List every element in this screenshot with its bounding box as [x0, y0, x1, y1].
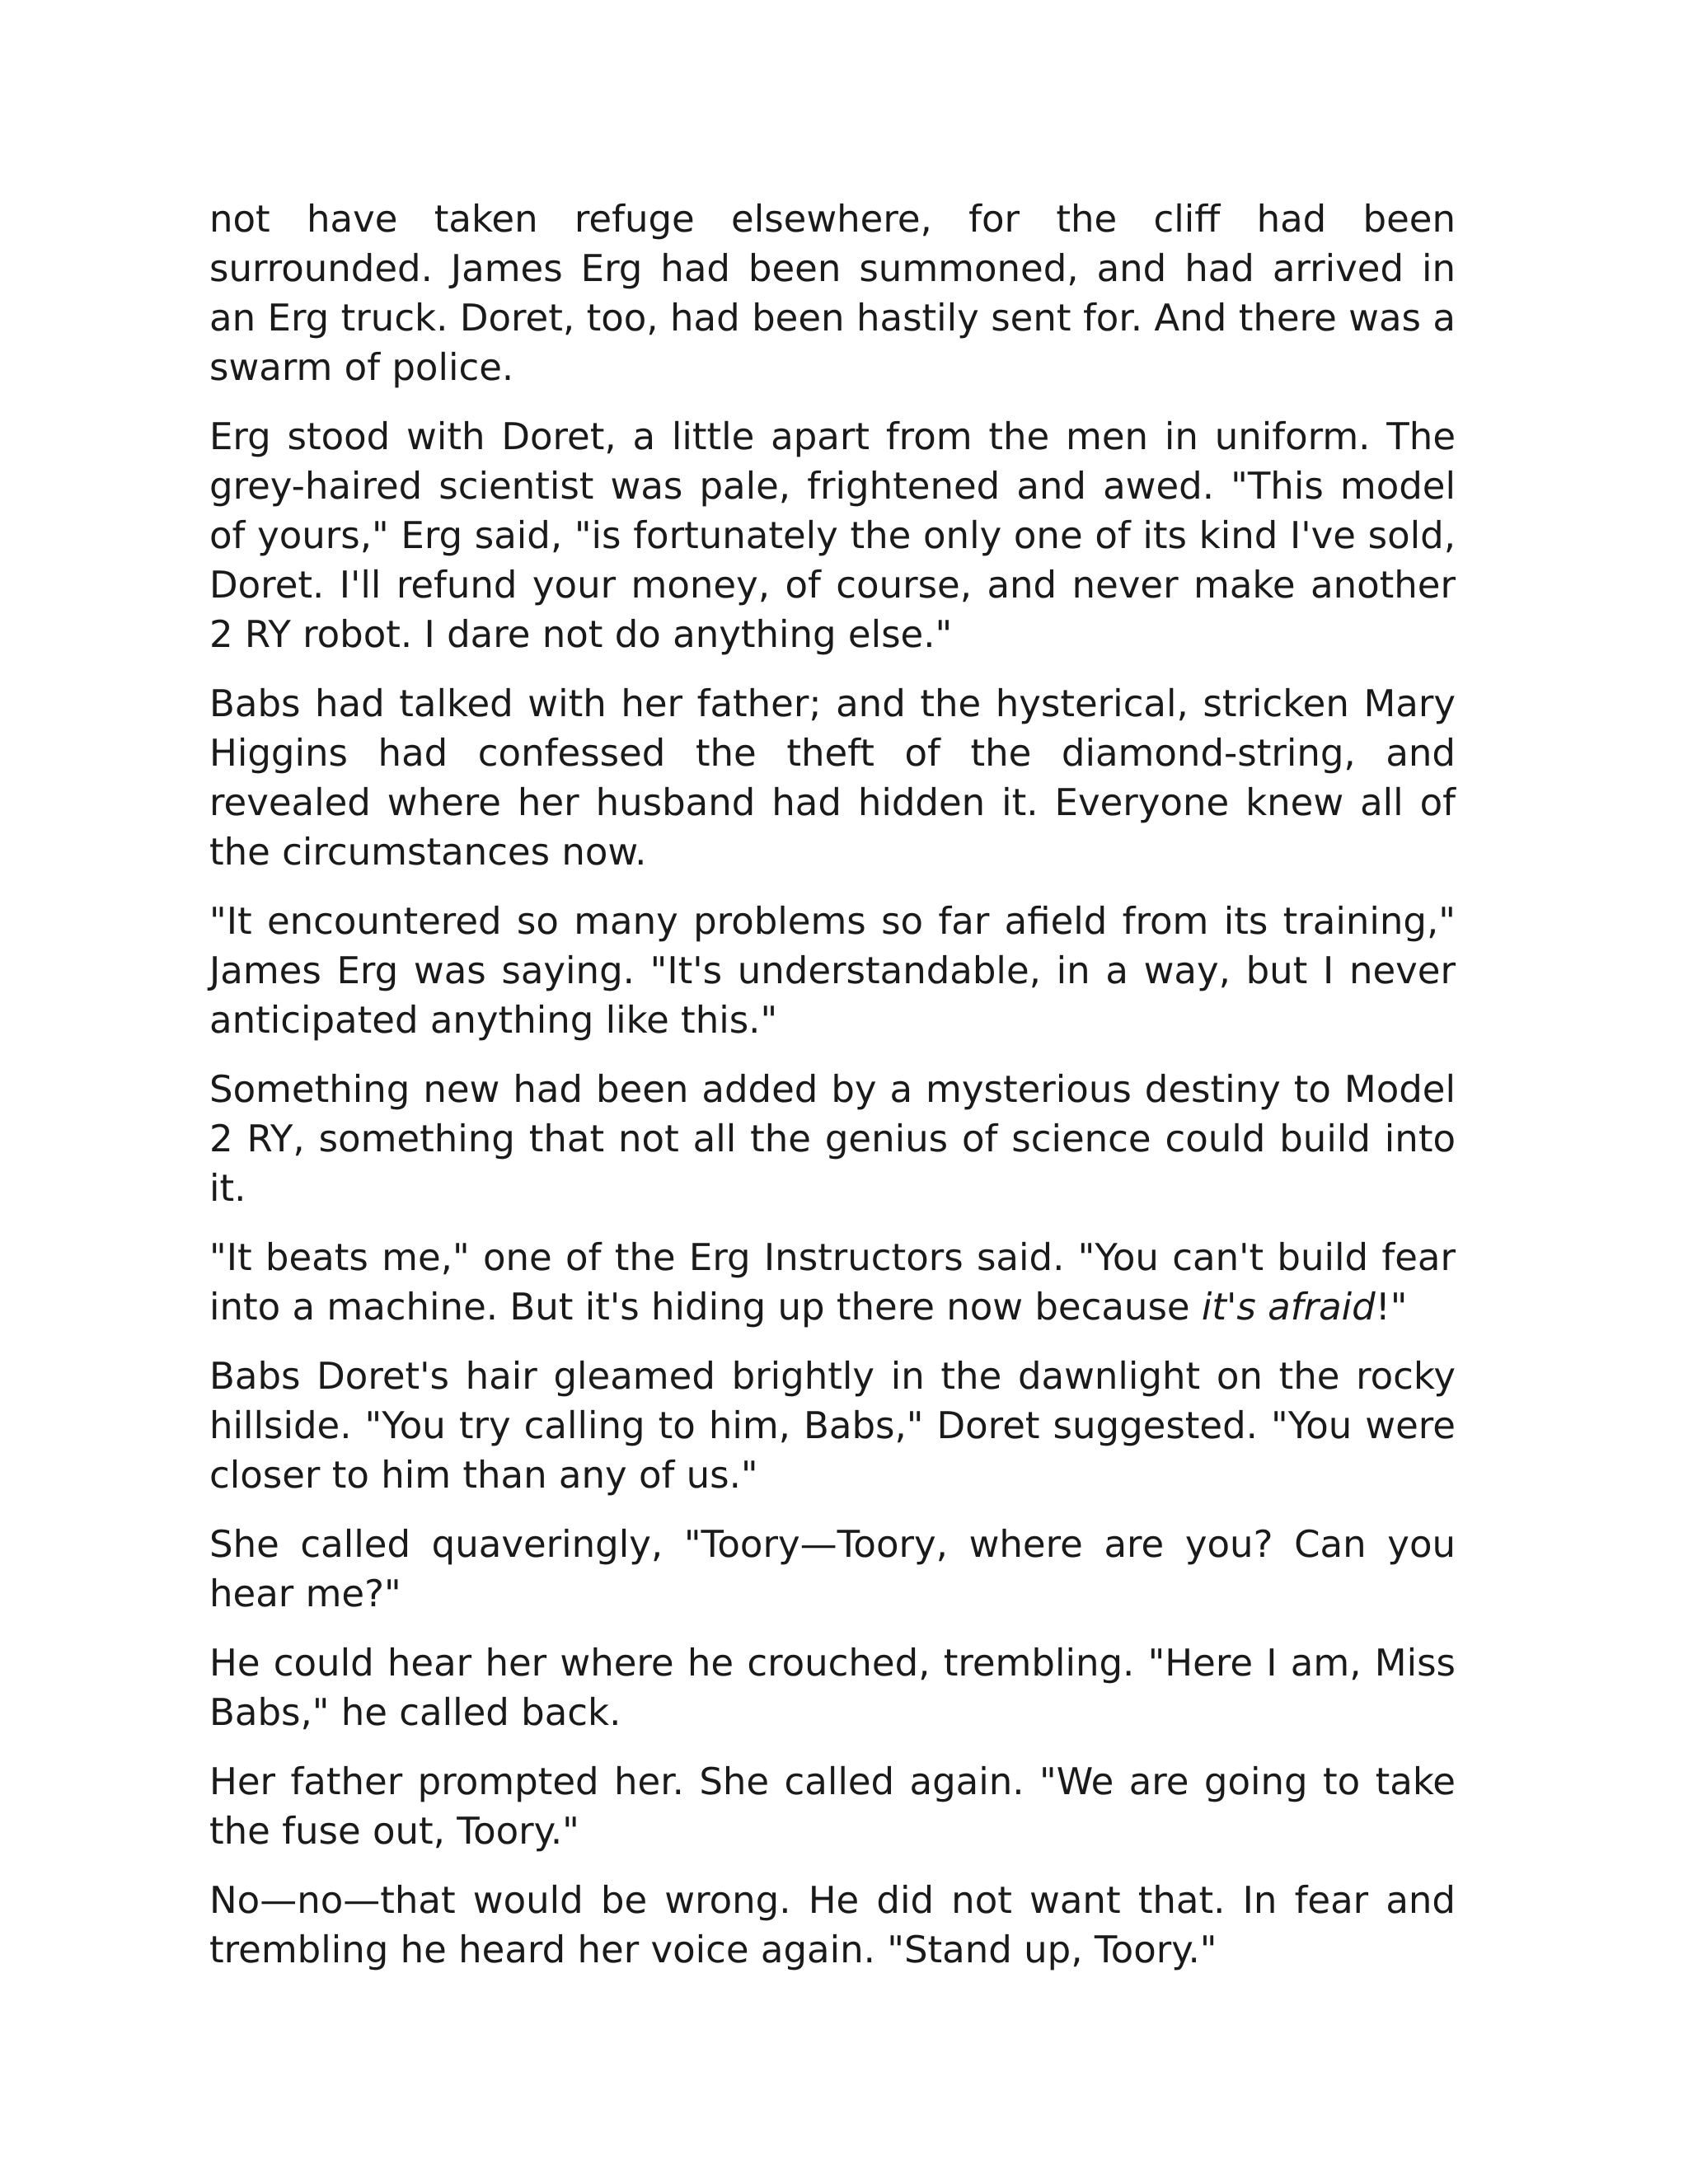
- paragraph-8: She called quaveringly, "Toory—Toory, where are you? Can you hear me?": [209, 1522, 1456, 1615]
- paragraph-6-tail: !": [1375, 1285, 1408, 1329]
- paragraph-4: "It encountered so many problems so far afield from its training," James Erg was saying. "It's understandable, in a way, but I never anticipated anything like this.": [209, 899, 1456, 1042]
- paragraph-6: [209, 1233, 1456, 1332]
- paragraph-5: Something new had been added by a mysterious destiny to Model 2 RY, something that not all the genius of science could build into it.: [209, 1067, 1456, 1210]
- paragraph-10: Her father prompted her. She called again. "We are going to take the fuse out, Toory.": [209, 1760, 1456, 1853]
- paragraph-6-lead: "It beats me," one of the Erg Instructors said. "You can't build fear into a machine. But it's hiding up there now because: [209, 1235, 1456, 1329]
- paragraph-3: Babs had talked with her father; and the hysterical, stricken Mary Higgins had confessed the theft of the diamond-string, and revealed where her husband had hidden it. Everyone knew all of the circumstances now.: [209, 682, 1456, 874]
- paragraph-1: not have taken refuge elsewhere, for the cliff had been surrounded. James Erg had been summoned, and had arrived in an Erg truck. Doret, too, had been hastily sent for. And there was a swarm of police.: [209, 197, 1456, 389]
- paragraph-11: No—no—that would be wrong. He did not want that. In fear and trembling he heard her voice again. "Stand up, Toory.": [209, 1878, 1456, 1971]
- paragraph-6-emphasis: it's afraid: [1201, 1285, 1376, 1329]
- page-body: [209, 194, 1456, 1994]
- paragraph-7: Babs Doret's hair gleamed brightly in the dawnlight on the rocky hillside. "You try calling to him, Babs," Doret suggested. "You were closer to him than any of us.": [209, 1354, 1456, 1497]
- paragraph-2: Erg stood with Doret, a little apart from the men in uniform. The grey-haired scientist was pale, frightened and awed. "This model of yours," Erg said, "is fortunately the only one of its kind I've sold, Doret. I'll refund your money, of course, and never make another 2 RY robot. I dare not do anything else.": [209, 415, 1456, 656]
- paragraph-9: He could hear her where he crouched, trembling. "Here I am, Miss Babs," he called back.: [209, 1641, 1456, 1734]
